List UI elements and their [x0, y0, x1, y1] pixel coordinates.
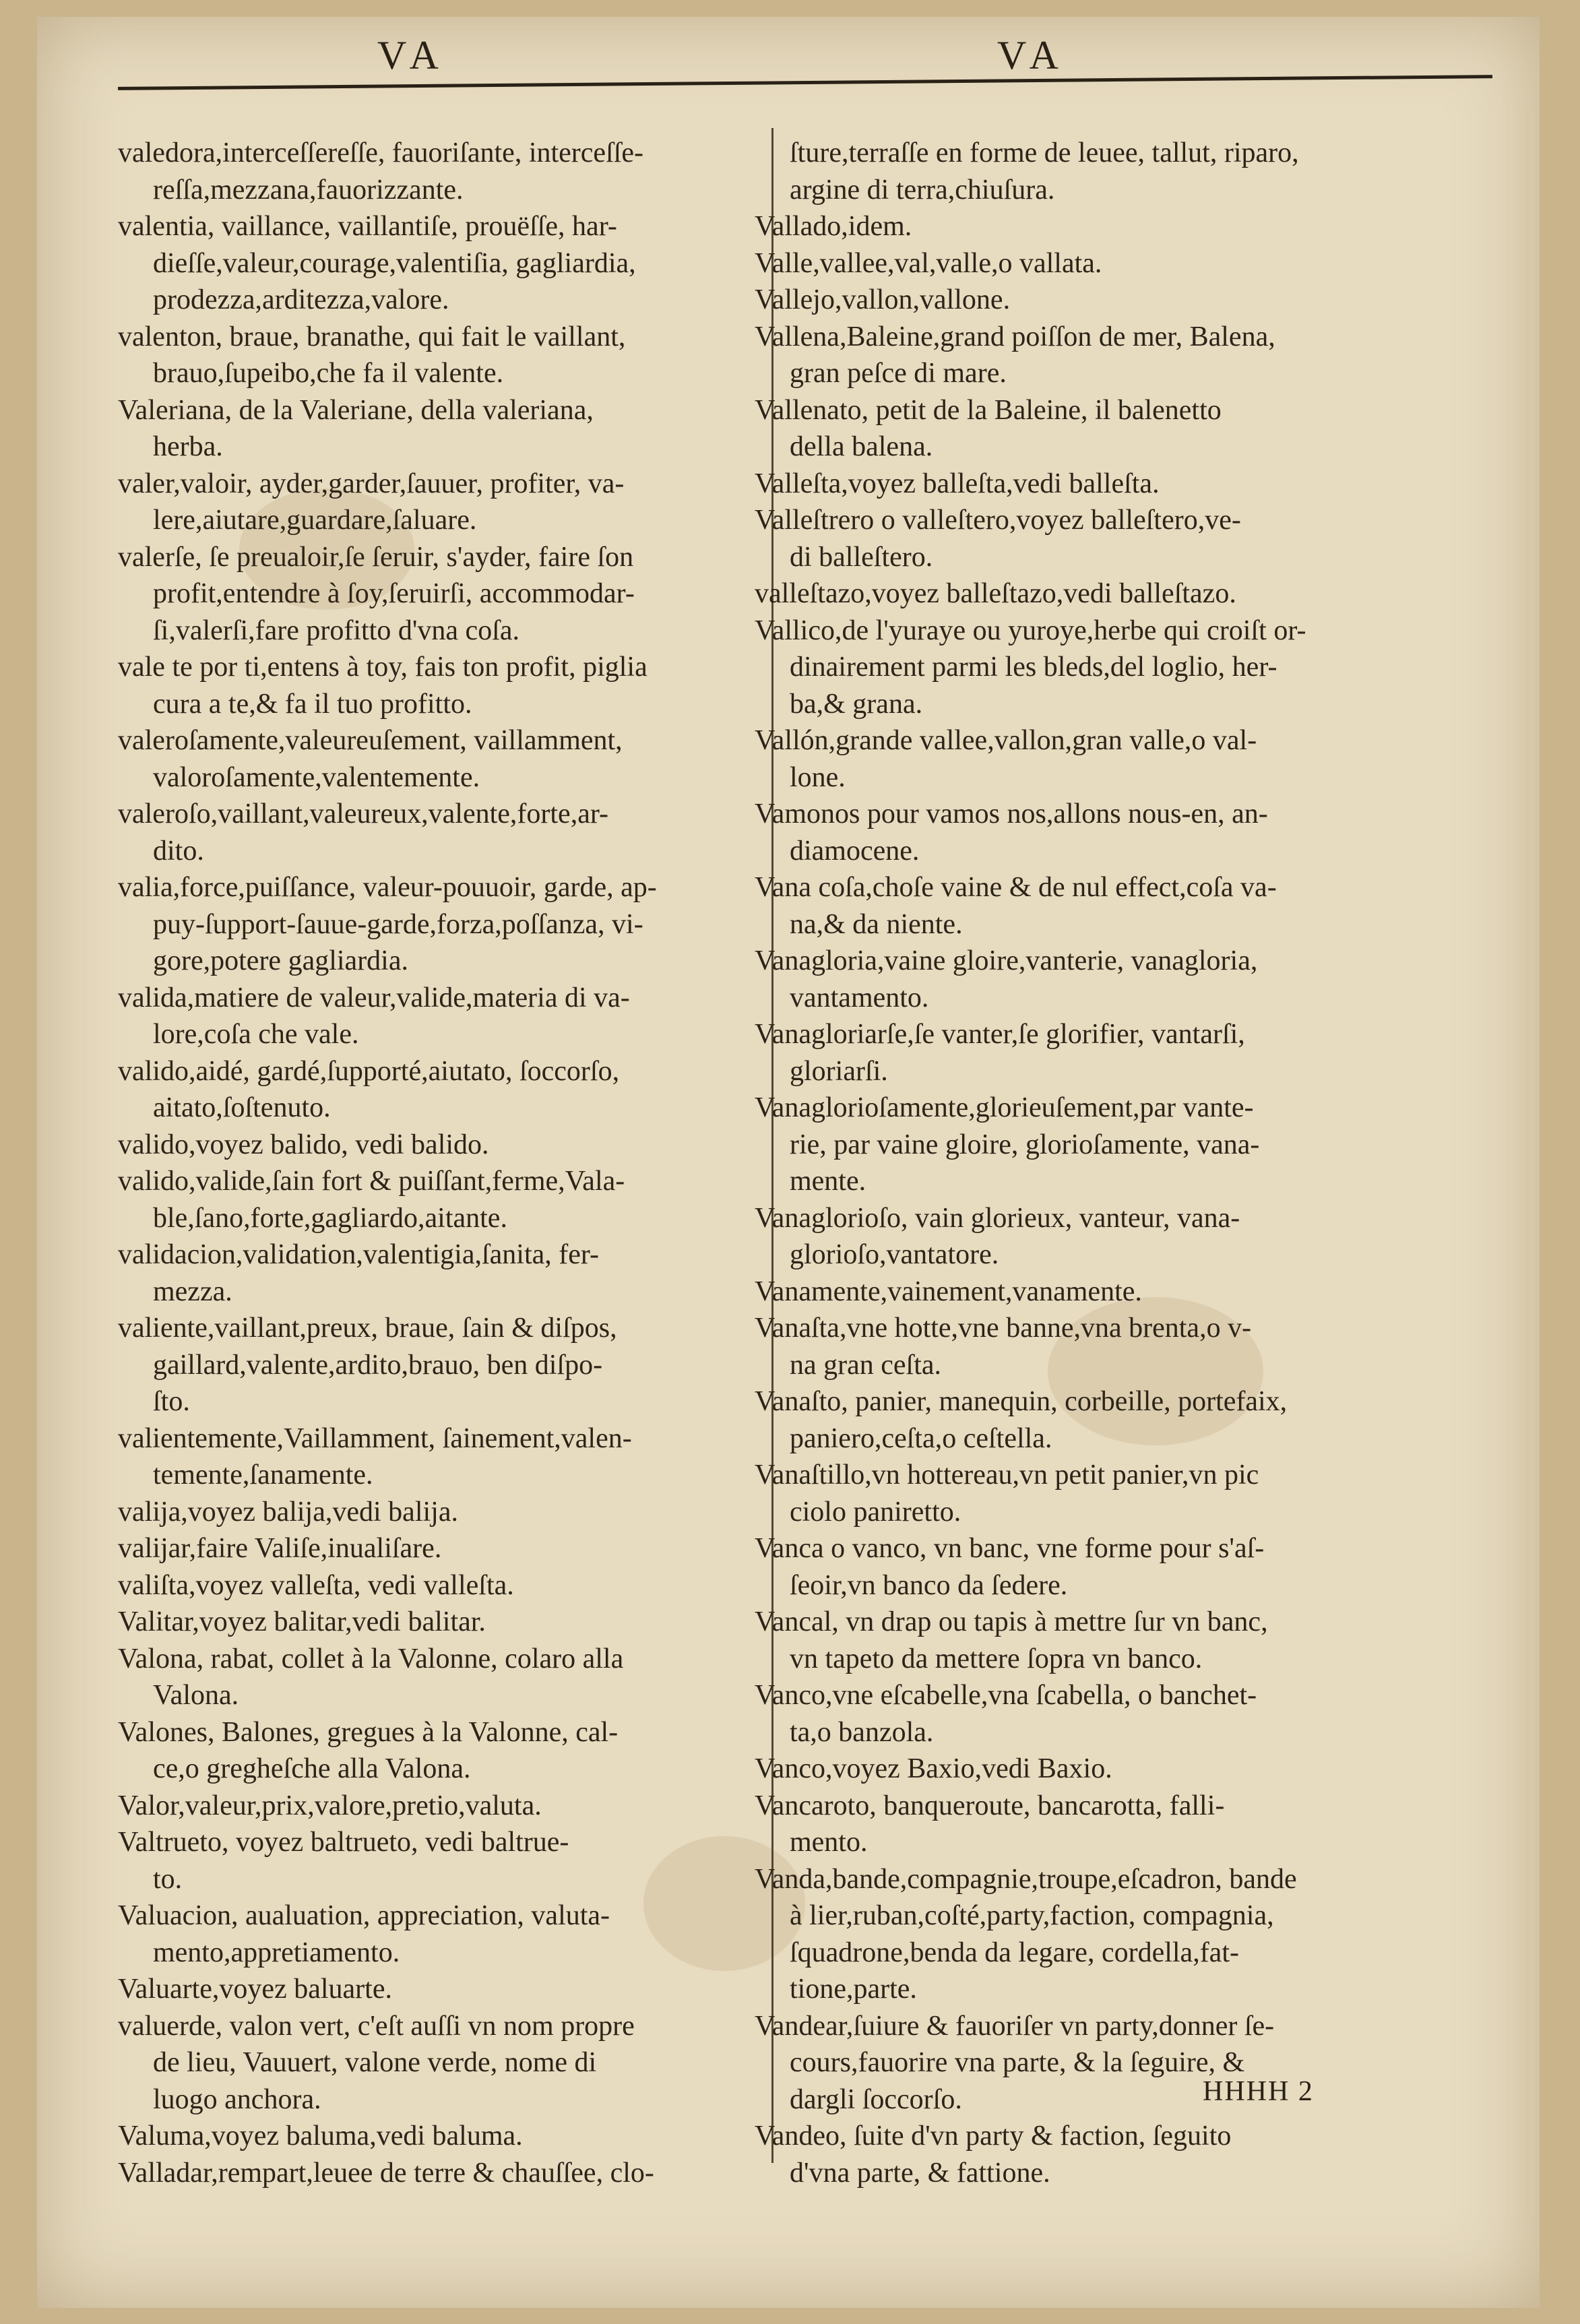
- dictionary-entry-line: valida,matiere de valeur,valide,materia di va-: [118, 982, 630, 1013]
- entry-continuation-line: puy-ſupport-ſauue-garde,forza,poſſanza, vi-: [153, 908, 643, 940]
- dictionary-entry-line: Vallena,Baleine,grand poiſſon de mer, Balena,: [755, 321, 1275, 352]
- dictionary-entry-line: valeroſo,vaillant,valeureux,valente,forte,ar-: [118, 798, 608, 829]
- dictionary-entry-line: Vanco,vne eſcabelle,vna ſcabella, o banchet-: [755, 1680, 1257, 1711]
- entry-continuation-line: ſi,valerſi,fare profitto d'vna coſa.: [153, 615, 520, 646]
- running-head-left: VA: [377, 33, 447, 77]
- entry-continuation-line: dito.: [153, 835, 204, 867]
- dictionary-entry-line: Vanagloriarſe,ſe vanter,ſe glorifier, vantarſi,: [755, 1019, 1245, 1050]
- dictionary-entry-line: Valuacion, aualuation, appreciation, valuta-: [118, 1900, 610, 1931]
- entry-continuation-line: della balena.: [790, 431, 933, 462]
- entry-continuation-line: herba.: [153, 431, 223, 462]
- dictionary-entry-line: valija,voyez balija,vedi balija.: [118, 1496, 458, 1528]
- dictionary-entry-line: valenton, braue, branathe, qui fait le vaillant,: [118, 321, 626, 352]
- dictionary-entry-line: valiſta,voyez valleſta, vedi valleſta.: [118, 1569, 514, 1601]
- dictionary-entry-line: Vanagloria,vaine gloire,vanterie, vanagloria,: [755, 945, 1258, 976]
- dictionary-entry-line: validacion,validation,valentigia,ſanita, fer-: [118, 1239, 600, 1270]
- dictionary-entry-line: Valleſta,voyez balleſta,vedi balleſta.: [755, 468, 1160, 499]
- entry-continuation-line: gore,potere gagliardia.: [153, 945, 408, 976]
- entry-continuation-line: dieſſe,valeur,courage,valentiſia, gagliardia,: [153, 247, 636, 279]
- dictionary-entry-line: Vanaſta,vne hotte,vne banne,vna brenta,o v-: [755, 1313, 1252, 1344]
- signature-mark: HHHH 2: [1203, 2076, 1314, 2107]
- dictionary-entry-line: Vancaroto, banqueroute, bancarotta, falli-: [755, 1790, 1225, 1821]
- dictionary-entry-line: valia,force,puiſſance, valeur-pouuoir, garde, ap-: [118, 872, 657, 903]
- entry-continuation-line: profit,entendre à ſoy,ſeruirſi, accommodar-: [153, 578, 635, 609]
- dictionary-entry-line: Vamonos pour vamos nos,allons nous-en, an-: [755, 798, 1268, 829]
- dictionary-entry-line: Valeriana, de la Valeriane, della valeriana,: [118, 394, 594, 426]
- dictionary-entry-line: Valitar,voyez balitar,vedi balitar.: [118, 1606, 486, 1637]
- dictionary-entry-line: Vanaglorioſo, vain glorieux, vanteur, vana-: [755, 1202, 1240, 1234]
- entry-continuation-line: diamocene.: [790, 835, 920, 867]
- entry-continuation-line: gloriarſi.: [790, 1055, 888, 1087]
- dictionary-entry-line: Vallejo,vallon,vallone.: [755, 284, 1011, 315]
- dictionary-entry-line: Vallico,de l'yuraye ou yuroye,herbe qui croiſt or-: [755, 615, 1306, 646]
- dictionary-entry-line: valido,valide,ſain fort & puiſſant,ferme,Vala-: [118, 1166, 625, 1197]
- dictionary-entry-line: Vandear,ſuiure & fauoriſer vn party,donner ſe-: [755, 2010, 1275, 2042]
- dictionary-entry-line: Vancal, vn drap ou tapis à mettre ſur vn banc,: [755, 1606, 1268, 1637]
- entry-continuation-line: ſto.: [153, 1386, 190, 1417]
- entry-continuation-line: gran peſce di mare.: [790, 358, 1007, 389]
- dictionary-entry-line: valido,voyez balido, vedi balido.: [118, 1129, 489, 1160]
- entry-continuation-line: aitato,ſoſtenuto.: [153, 1092, 331, 1123]
- entry-continuation-line: to.: [153, 1863, 183, 1895]
- dictionary-entry-line: valerſe, ſe preualoir,ſe ſeruir, s'ayder, faire ſon: [118, 541, 634, 573]
- dictionary-entry-line: Valtrueto, voyez baltrueto, vedi baltrue-: [118, 1827, 569, 1858]
- entry-continuation-line: mento.: [790, 1827, 868, 1858]
- entry-continuation-line: paniero,ceſta,o ceſtella.: [790, 1422, 1052, 1454]
- dictionary-entry-line: Vanca o vanco, vn banc, vne forme pour s'aſ-: [755, 1533, 1265, 1564]
- entry-continuation-line: vantamento.: [790, 982, 929, 1013]
- dictionary-entry-line: Vanda,bande,compagnie,troupe,eſcadron, bande: [755, 1863, 1297, 1895]
- dictionary-entry-line: Valleſtrero o valleſtero,voyez balleſtero,ve-: [755, 505, 1241, 536]
- entry-continuation-line: ſquadrone,benda da legare, cordella,fat-: [790, 1937, 1239, 1968]
- dictionary-entry-line: Valle,vallee,val,valle,o vallata.: [755, 247, 1102, 279]
- entry-continuation-line: cours,fauorire vna parte, & la ſeguire, &: [790, 2047, 1245, 2078]
- dictionary-entry-line: Valona, rabat, collet à la Valonne, colaro alla: [118, 1643, 624, 1674]
- dictionary-entry-line: valedora,interceſſereſſe, fauoriſante, interceſſe-: [118, 137, 644, 168]
- dictionary-entry-line: Valuarte,voyez baluarte.: [118, 1974, 392, 2005]
- entry-continuation-line: mente.: [790, 1166, 866, 1197]
- dictionary-entry-line: Vandeo, ſuite d'vn party & faction, ſeguito: [755, 2121, 1232, 2152]
- right-column: [755, 135, 1425, 2191]
- dictionary-entry-line: valentia, vaillance, vaillantiſe, prouëſſe, har-: [118, 211, 617, 242]
- entry-continuation-line: cura a te,& fa il tuo profitto.: [153, 688, 472, 720]
- entry-continuation-line: à lier,ruban,coſté,party,faction, compagnia,: [790, 1900, 1274, 1931]
- dictionary-entry-line: Vallenato, petit de la Baleine, il balenetto: [755, 394, 1222, 426]
- dictionary-entry-line: vale te por ti,entens à toy, fais ton profit, piglia: [118, 652, 647, 683]
- entry-continuation-line: d'vna parte, & fattione.: [790, 2157, 1050, 2189]
- dictionary-entry-line: valientemente,Vaillamment, ſainement,valen-: [118, 1422, 632, 1454]
- entry-continuation-line: na,& da niente.: [790, 908, 963, 940]
- entry-continuation-line: tione,parte.: [790, 1974, 917, 2005]
- entry-continuation-line: lore,coſa che vale.: [153, 1019, 359, 1050]
- entry-continuation-line: argine di terra,chiuſura.: [790, 174, 1055, 206]
- entry-continuation-line: ba,& grana.: [790, 688, 923, 720]
- entry-continuation-line: Valona.: [153, 1680, 239, 1711]
- entry-continuation-line: ciolo paniretto.: [790, 1496, 961, 1528]
- dictionary-entry-line: valijar,faire Valiſe,inualiſare.: [118, 1533, 442, 1564]
- entry-continuation-line: dargli ſoccorſo.: [790, 2083, 962, 2115]
- dictionary-entry-line: Vanco,voyez Baxio,vedi Baxio.: [755, 1753, 1112, 1784]
- entry-continuation-line: glorioſo,vantatore.: [790, 1239, 999, 1270]
- entry-continuation-line: di balleſtero.: [790, 541, 933, 573]
- dictionary-entry-line: valeroſamente,valeureuſement, vaillamment,: [118, 725, 623, 756]
- entry-continuation-line: ſture,terraſſe en forme de leuee, tallut, riparo,: [790, 137, 1299, 168]
- entry-continuation-line: rie, par vaine gloire, glorioſamente, vana-: [790, 1129, 1260, 1160]
- running-head-right: VA: [997, 33, 1067, 77]
- entry-continuation-line: luogo anchora.: [153, 2083, 321, 2115]
- dictionary-entry-line: Valones, Balones, gregues à la Valonne, cal-: [118, 1716, 619, 1748]
- dictionary-entry-line: valleſtazo,voyez balleſtazo,vedi balleſtazo.: [755, 578, 1236, 609]
- entry-continuation-line: ble,ſano,forte,gagliardo,aitante.: [153, 1202, 507, 1234]
- dictionary-entry-line: valido,aidé, gardé,ſupporté,aiutato, ſoccorſo,: [118, 1055, 620, 1087]
- entry-continuation-line: mento,appretiamento.: [153, 1937, 400, 1968]
- dictionary-entry-line: Vanaſtillo,vn hottereau,vn petit panier,vn pic: [755, 1459, 1259, 1490]
- entry-continuation-line: ce,o gregheſche alla Valona.: [153, 1753, 471, 1784]
- dictionary-entry-line: valiente,vaillant,preux, braue, ſain & diſpos,: [118, 1313, 617, 1344]
- entry-continuation-line: valoroſamente,valentemente.: [153, 761, 480, 793]
- entry-continuation-line: gaillard,valente,ardito,brauo, ben diſpo-: [153, 1349, 603, 1381]
- entry-continuation-line: brauo,ſupeibo,che fa il valente.: [153, 358, 504, 389]
- entry-continuation-line: vn tapeto da mettere ſopra vn banco.: [790, 1643, 1203, 1674]
- dictionary-entry-line: Valuma,voyez baluma,vedi baluma.: [118, 2121, 523, 2152]
- entry-continuation-line: ſeoir,vn banco da ſedere.: [790, 1569, 1068, 1601]
- dictionary-entry-line: valer,valoir, ayder,garder,ſauuer, profiter, va-: [118, 468, 625, 499]
- dictionary-entry-line: Vanaglorioſamente,glorieuſement,par vante-: [755, 1092, 1254, 1123]
- dictionary-entry-line: Vallón,grande vallee,vallon,gran valle,o val-: [755, 725, 1257, 756]
- dictionary-entry-line: Vana coſa,choſe vaine & de nul effect,coſa va-: [755, 872, 1277, 903]
- entry-continuation-line: de lieu, Vauuert, valone verde, nome di: [153, 2047, 597, 2078]
- dictionary-entry-line: Valladar,rempart,leuee de terre & chauſſee, clo-: [118, 2157, 654, 2189]
- dictionary-entry-line: Vanaſto, panier, manequin, corbeille, portefaix,: [755, 1386, 1288, 1417]
- entry-continuation-line: lone.: [790, 761, 846, 793]
- left-column: [118, 135, 761, 2191]
- entry-continuation-line: dinairement parmi les bleds,del loglio, her-: [790, 652, 1277, 683]
- dictionary-entry-line: Valor,valeur,prix,valore,pretio,valuta.: [118, 1790, 542, 1821]
- entry-continuation-line: ta,o banzola.: [790, 1716, 934, 1748]
- dictionary-entry-line: Vallado,idem.: [755, 211, 912, 242]
- entry-continuation-line: na gran ceſta.: [790, 1349, 942, 1381]
- entry-continuation-line: prodezza,arditezza,valore.: [153, 284, 449, 315]
- entry-continuation-line: reſſa,mezzana,fauorizzante.: [153, 174, 464, 206]
- entry-continuation-line: lere,aiutare,guardare,ſaluare.: [153, 505, 477, 536]
- entry-continuation-line: mezza.: [153, 1276, 232, 1307]
- dictionary-entry-line: Vanamente,vainement,vanamente.: [755, 1276, 1142, 1307]
- dictionary-entry-line: valuerde, valon vert, c'eſt auſſi vn nom propre: [118, 2010, 635, 2042]
- entry-continuation-line: temente,ſanamente.: [153, 1459, 373, 1490]
